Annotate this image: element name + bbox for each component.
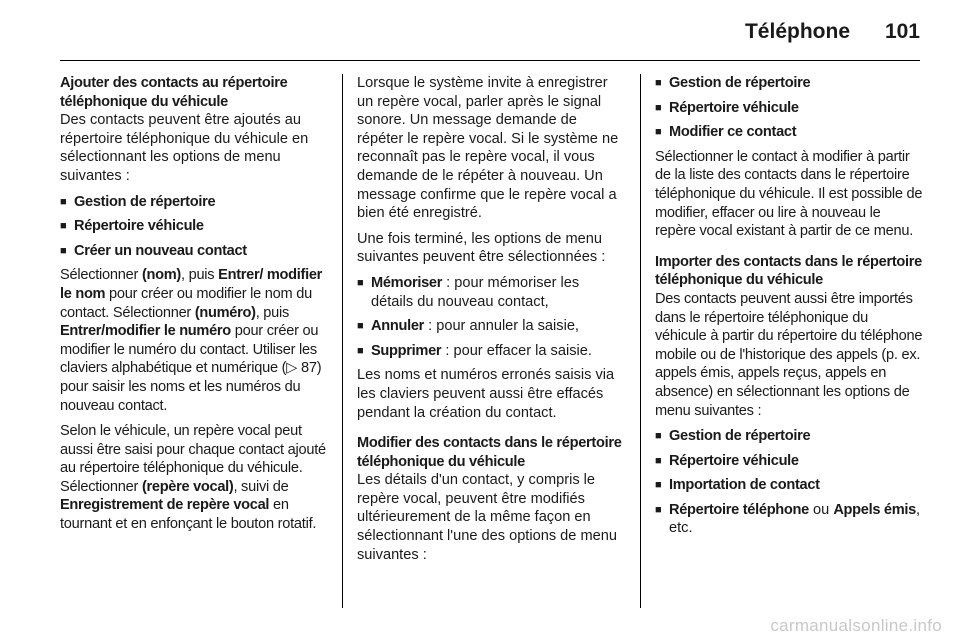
list-item: ■ Gestion de répertoire xyxy=(60,193,216,210)
list-item: ■ Gestion de répertoire xyxy=(655,75,811,91)
paragraph: Sélectionner le contact à modifier à partir de la liste des contacts dans le répertoire téléphonique du véhicule. Il est possible de modifier, effacer ou lire à nouveau le repère vocal existant à partir de ce menu. xyxy=(655,148,923,240)
menu-path-list xyxy=(655,74,923,142)
column-divider-1 xyxy=(342,74,343,608)
paragraph: Des contacts peuvent être ajoutés au répertoire téléphonique du véhicule en sélectionnant les options de menu suivantes : xyxy=(60,112,309,184)
square-bullet-icon: ■ xyxy=(357,344,364,357)
paragraph: Lorsque le système invite à enregistrer un repère vocal, parler après le signal sonore. Un message demande de répéter le repère vocal. Si le système ne reconnaît pas le repère vocal, il vous demande de le répéter à nouveau. Un message confirme que le repère vocal a bien été enregistré. xyxy=(357,75,619,222)
page-title: Téléphone xyxy=(744,20,850,43)
square-bullet-icon: ■ xyxy=(655,503,662,516)
column-3 xyxy=(655,74,923,544)
list-item: ■ Répertoire téléphone ou Appels émis, etc. xyxy=(655,501,921,537)
square-bullet-icon: ■ xyxy=(60,244,67,257)
menu-path-list xyxy=(655,427,923,538)
square-bullet-icon: ■ xyxy=(655,77,662,89)
square-bullet-icon: ■ xyxy=(655,101,662,114)
list-item: ■ Gestion de répertoire xyxy=(655,428,811,445)
square-bullet-icon: ■ xyxy=(655,430,662,443)
list-item: ■ Mémoriser : pour mémoriser les détails du nouveau contact, xyxy=(357,274,580,310)
list-item: ■ Modifier ce contact xyxy=(655,124,797,141)
header-divider xyxy=(60,60,920,61)
paragraph: Une fois terminé, les options de menu suivantes peuvent être sélectionnées : xyxy=(357,230,606,266)
list-item: ■ Supprimer : pour effacer la saisie. xyxy=(357,342,592,359)
square-bullet-icon: ■ xyxy=(655,479,662,492)
list-item: ■ Importation de contact xyxy=(655,477,820,494)
column-divider-2 xyxy=(640,74,641,608)
list-item: ■ Répertoire véhicule xyxy=(655,452,799,469)
menu-path-list xyxy=(60,193,328,261)
list-item: ■ Répertoire véhicule xyxy=(655,99,799,116)
paragraph: Selon le véhicule, un repère vocal peut aussi être saisi pour chaque contact ajouté au répertoire téléphonique du véhicule. Sélectionner (repère vocal), suivi de Enregistrement de repère vocal en tournant et en enfonçant le bouton rotatif. xyxy=(60,423,326,533)
list-item: ■ Répertoire véhicule xyxy=(60,218,204,235)
page-header xyxy=(0,0,960,62)
paragraph: Les noms et numéros erronés saisis via les claviers peuvent aussi être effacés pendant la création du contact. xyxy=(357,367,615,421)
paragraph: Les détails d'un contact, y compris le repère vocal, peuvent être modifiés ultérieurement de la même façon en sélectionnant l'une des options de menu suivantes : xyxy=(357,472,617,563)
section-heading-import-contacts: Importer des contacts dans le répertoire téléphonique du véhicule xyxy=(655,253,922,289)
list-item: ■ Créer un nouveau contact xyxy=(60,242,247,259)
square-bullet-icon: ■ xyxy=(655,454,662,467)
paragraph: Sélectionner (nom), puis Entrer/ modifier le nom pour créer ou modifier le nom du contact. Sélectionner (numéro), puis Entrer/modifier le numéro pour créer ou modifier le numéro du contact. Utiliser les claviers alphabétique et numérique (▷ 87) pour saisir les noms et les numéros du nouveau contact. xyxy=(60,267,323,414)
square-bullet-icon: ■ xyxy=(60,220,67,233)
arrow-reference-icon[interactable]: ▷ 87 xyxy=(286,360,317,377)
square-bullet-icon: ■ xyxy=(357,276,364,289)
watermark-text: carmanualsonline.info xyxy=(770,616,942,635)
square-bullet-icon: ■ xyxy=(655,126,662,139)
list-item: ■ Annuler : pour annuler la saisie, xyxy=(357,318,579,335)
option-list xyxy=(357,274,625,360)
section-heading-edit-contacts: Modifier des contacts dans le répertoire téléphonique du véhicule xyxy=(357,435,622,470)
square-bullet-icon: ■ xyxy=(60,195,67,208)
column-1 xyxy=(60,74,328,541)
square-bullet-icon: ■ xyxy=(357,320,364,333)
page-number: 101 xyxy=(884,20,920,43)
section-heading-add-contacts: Ajouter des contacts au répertoire téléphonique du véhicule xyxy=(60,75,288,110)
column-2 xyxy=(357,74,625,571)
paragraph: Des contacts peuvent aussi être importés dans le répertoire téléphonique du véhicule à partir du répertoire du téléphone mobile ou de l'historique des appels (p. ex. appels émis, appels reçus, appels en absence) en sélectionnant les options de menu suivantes : xyxy=(655,290,923,419)
